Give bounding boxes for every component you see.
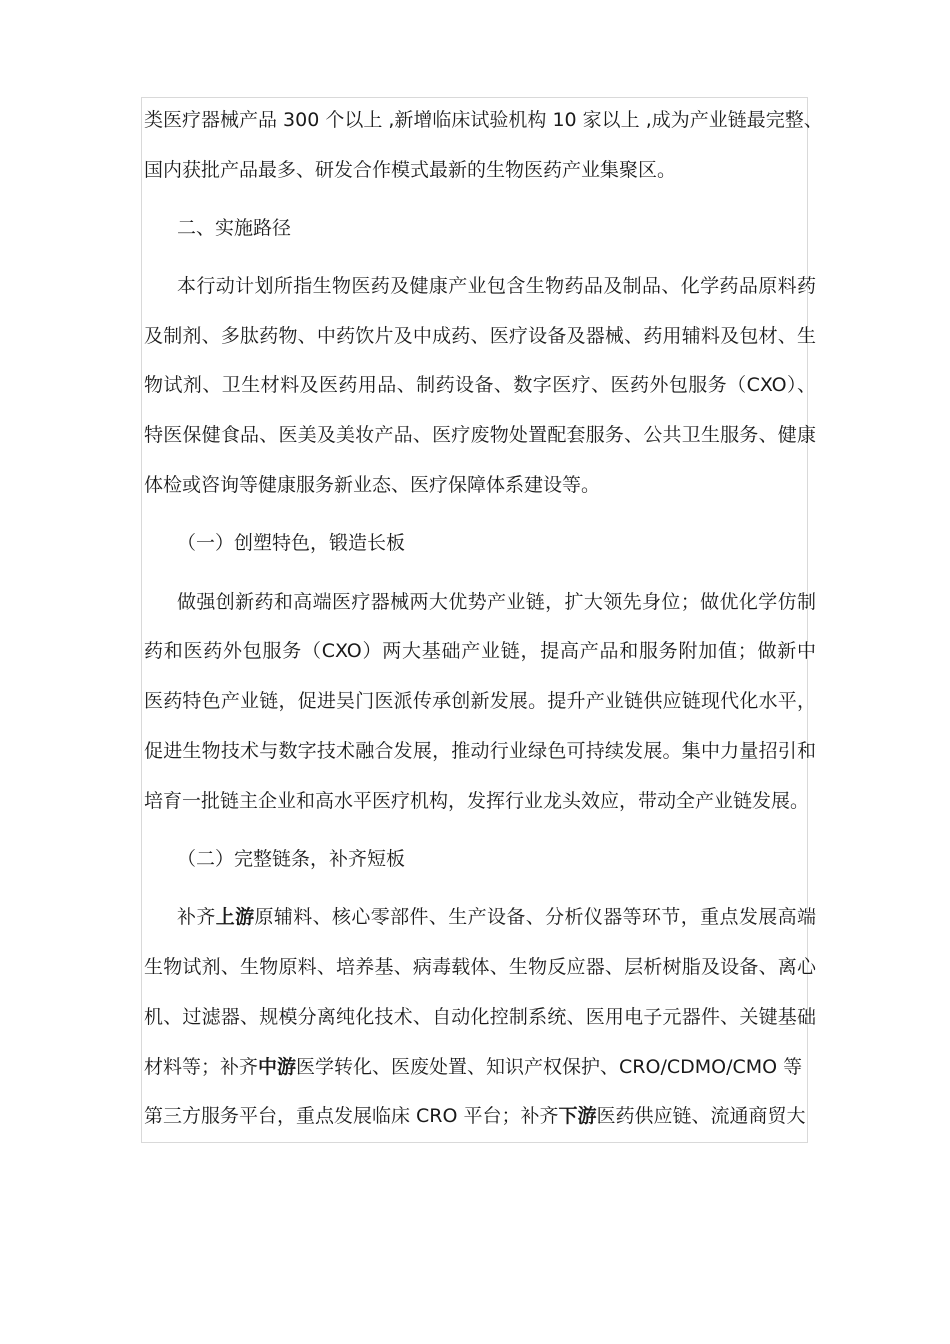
subsection-heading: （一）创塑特色，锻造长板 [177, 532, 406, 554]
paragraph-line: 药和医药外包服务（CXO）两大基础产业链，提高产品和服务附加值；做新中 [144, 640, 816, 662]
text-run: 材料等；补齐 [144, 1056, 259, 1078]
text-run: 医药供应链、流通商贸大 [596, 1105, 806, 1127]
paragraph-line: 物试剂、卫生材料及医药用品、制药设备、数字医疗、医药外包服务（CXO）、 [144, 374, 816, 396]
paragraph-line [177, 892, 816, 942]
text-run: 原辅料、核心零部件、生产设备、分析仪器等环节，重点发展高端 [254, 906, 816, 928]
paragraph-line: 促进生物技术与数字技术融合发展，推动行业绿色可持续发展。集中力量招引和 [144, 740, 816, 762]
paragraph-line: 培育一批链主企业和高水平医疗机构，发挥行业龙头效应，带动全产业链发展。 [144, 790, 810, 812]
text-run: 医学转化、医废处置、知识产权保护、CRO/CDMO/CMO 等 [296, 1056, 803, 1078]
paragraph-line: 国内获批产品最多、研发合作模式最新的生物医药产业集聚区。 [144, 159, 677, 181]
subsection-heading: （二）完整链条，补齐短板 [177, 848, 406, 870]
paragraph-line: 医药特色产业链，促进吴门医派传承创新发展。提升产业链供应链现代化水平， [144, 690, 816, 712]
paragraph-line: 体检或咨询等健康服务新业态、医疗保障体系建设等。 [144, 474, 601, 496]
paragraph-line: 类医疗器械产品 300 个以上 ,新增临床试验机构 10 家以上 ,成为产业链最完整、 [144, 109, 823, 131]
paragraph-line: 特医保健食品、医美及美妆产品、医疗废物处置配套服务、公共卫生服务、健康 [144, 424, 816, 446]
emphasis-upstream: 上游 [215, 906, 255, 928]
text-run: 补齐 [177, 906, 216, 928]
emphasis-midstream: 中游 [258, 1056, 297, 1078]
paragraph-line [144, 1042, 802, 1092]
paragraph-line [144, 1091, 806, 1141]
text-run: 第三方服务平台，重点发展临床 CRO 平台；补齐 [144, 1105, 559, 1127]
paragraph-line: 做强创新药和高端医疗器械两大优势产业链，扩大领先身位；做优化学仿制 [177, 591, 816, 613]
paragraph-line: 及制剂、多肽药物、中药饮片及中成药、医疗设备及器械、药用辅料及包材、生 [144, 325, 816, 347]
section-heading: 二、实施路径 [177, 217, 292, 239]
emphasis-downstream: 下游 [558, 1105, 597, 1127]
paragraph-line: 机、过滤器、规模分离纯化技术、自动化控制系统、医用电子元器件、关键基础 [144, 1006, 816, 1028]
paragraph-line: 生物试剂、生物原料、培养基、病毒载体、生物反应器、层析树脂及设备、离心 [144, 956, 816, 978]
paragraph-line: 本行动计划所指生物医药及健康产业包含生物药品及制品、化学药品原料药 [177, 275, 816, 297]
